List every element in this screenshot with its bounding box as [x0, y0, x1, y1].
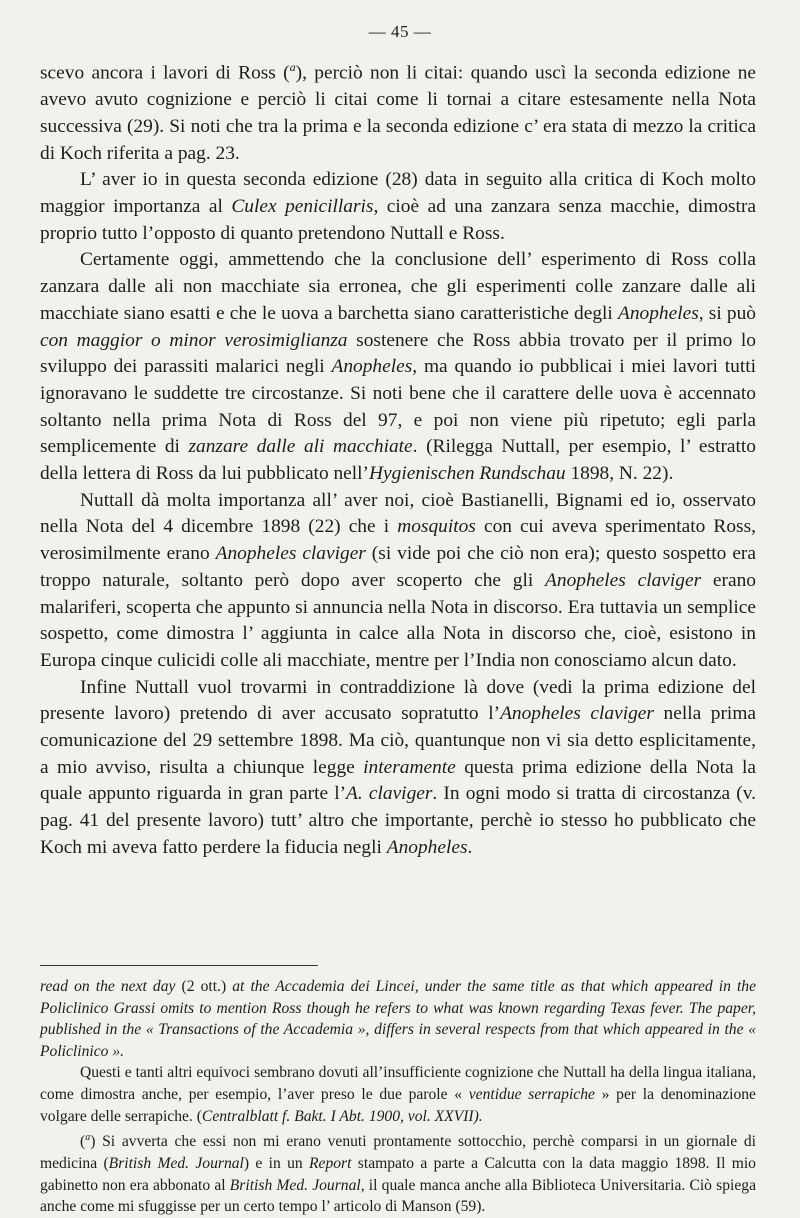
text-run: Certamente oggi, ammettendo che la conclusione dell’ esperimento di Ross colla zanzara dalle ali non macchiate sia erronea, che gli esperimenti colle zanzare dalle ali macchiate siano esatti e che le uova a barchetta siano caratteristiche degli [40, 249, 756, 324]
italic-term: Anopheles [331, 356, 413, 378]
italic-term: Anopheles claviger [500, 703, 654, 725]
italic-term: Anopheles claviger [545, 569, 702, 591]
text-run: Infine Nuttall vuol trovarmi in contraddizione là dove (vedi la prima edizione del presente lavoro) pretendo di aver accusato sopratutto l’ [40, 676, 756, 725]
text-run: (2 ott.) [175, 978, 233, 995]
text-run: stampato a parte a Calcutta con la data maggio 1898. Il mio gabinetto non era abbonato al [40, 1154, 756, 1194]
text-run: . In ogni modo si tratta di circostanza (v. pag. 41 del presente lavoro) tutt’ altro che importante, perchè io stesso ho pubblicato che Koch mi aveva fatto perdere la fiducia negli [40, 783, 756, 858]
footnote-italian [40, 1062, 756, 1127]
text-run: Nuttall dà molta importanza all’ aver noi, cioè Bastianelli, Bignami ed io, osservato nella Nota del 4 dicembre 1898 (22) che i [40, 489, 756, 538]
paragraph-2 [40, 167, 756, 247]
italic-term: A. claviger [346, 783, 433, 805]
paragraph-3 [40, 247, 756, 487]
italic-term: Hygienischen Rundschau [369, 463, 566, 485]
footnote-divider [40, 965, 318, 966]
text-run: , ma quando io pubblicai i miei lavori tutti ignoravano le suddette tre circostanze. Si noti bene che il carattere delle uova è accennato soltanto nella prima Nota di Ross del 97, e poi non viene più ripetuto; egli parla semplicemente di [40, 356, 757, 458]
text-run: (si vide poi che ciò non era); questo sospetto era troppo naturale, soltanto però dopo aver scoperto che gli [40, 543, 756, 591]
text-run: . (Rilegga Nuttall, per esempio, l’ estratto della lettera di Ross da lui pubblicato nell’ [40, 436, 756, 485]
footnote-marker: ($^a$) [80, 1132, 96, 1151]
italic-term: zanzare dalle ali macchiate [188, 436, 413, 458]
footnote-a [40, 1127, 756, 1218]
paragraph-5 [40, 675, 756, 862]
italic-term: Report [309, 1154, 352, 1172]
text-run: erano malariferi, scoperta che appunto si annuncia nella Nota in discorso. Era tuttavia un semplice sospetto, come dimostra l’ aggiunta in calce alla Nota in discorso che, cioè, esistono in Europa cinque culicidi colle ali macchiate, mentre per l’India non conosciamo alcun dato. [40, 569, 756, 671]
text-run: sostenere che Ross abbia trovato per il primo lo sviluppo dei parassiti malarici negli [40, 329, 756, 378]
italic-text: read on the next day [40, 978, 176, 995]
main-text [40, 54, 756, 862]
italic-term: Anopheles [386, 836, 468, 858]
italic-term: Culex penicillaris [231, 195, 374, 217]
text-run: 1898, N. 22). [565, 463, 674, 485]
text-run: , cioè ad una zanzara senza macchie, dimostra proprio tutto l’opposto di quanto pretendono Nuttall e Ross. [40, 195, 757, 244]
text-run: » per la denominazione volgare delle serrapiche. ( [40, 1085, 756, 1125]
text-run: Si avverta che essi non mi erano venuti prontamente sottocchio, perchè comparsi in un giornale di medicina ( [40, 1133, 756, 1172]
italic-term: con maggior o minor verosimiglianza [40, 329, 348, 351]
paragraph-1 [40, 54, 756, 167]
text-run: , si può [698, 302, 757, 324]
text-run: con cui aveva sperimentato Ross, verosimilmente erano [40, 516, 756, 565]
text-run: Questi e tanti altri equivoci sembrano dovuti all’insufficiente cognizione che Nuttall ha della lingua italiana, come dimostra anche, per esempio, l’aver preso le due parole « [40, 1064, 756, 1103]
text-run: . [467, 836, 473, 858]
text-run: L’ aver io in questa seconda edizione (28) data in seguito alla critica di Koch molto maggior importanza al [40, 169, 756, 217]
paragraph-4 [40, 488, 756, 675]
italic-term: Anopheles [617, 302, 699, 324]
text-run: scevo ancora i lavori di Ross ( [40, 62, 290, 84]
italic-text: at the Accademia dei Lincei, under the same title as that which appeared in the Policlinico Grassi omits to mention Ross though he refers to what was known regarding Texas fever. The paper, published in the « Transactions of the Accademia », differs in several respects from that which appeared in the « Policlinico ». [40, 978, 756, 1060]
italic-term: Anopheles claviger [215, 543, 366, 565]
italic-term: mosquitos [397, 516, 476, 538]
italic-term: ventidue serrapiche [468, 1085, 595, 1103]
footnote-english [40, 976, 756, 1062]
text-run: , il quale manca anche alla Biblioteca Universitaria. Ciò spiega anche come mi sfuggisse per un certo tempo l’ articolo di Manson (59). [40, 1176, 756, 1216]
text-run: ) e in un [243, 1154, 310, 1172]
text-run: questa prima edizione della Nota la quale appunto riguarda in gran parte l’ [40, 756, 756, 805]
italic-term: interamente [363, 756, 456, 778]
page-number: — 45 — [368, 22, 432, 41]
text-run: nella prima comunicazione del 29 settembre 1898. Ma ciò, quantunque non vi sia detto esplicitamente, a mio avviso, risulta a chiunque legge [40, 703, 757, 778]
italic-citation: British Med. Journal [108, 1154, 244, 1172]
italic-citation: British Med. Journal [229, 1176, 361, 1194]
footnote-ref-a: a [289, 60, 296, 74]
italic-citation: Centralblatt f. Bakt. I Abt. 1900, vol. XXVII). [201, 1107, 483, 1125]
text-run: ), perciò non li citai: quando uscì la seconda edizione ne avevo avuto cognizione e perciò li citai come li tornai a citare estesamente nella Nota successiva (29). Si noti che tra la prima e la seconda edizione c’ era stata di mezzo la critica di Koch riferita a pag. 23. [40, 62, 756, 164]
footnotes [40, 976, 756, 1218]
